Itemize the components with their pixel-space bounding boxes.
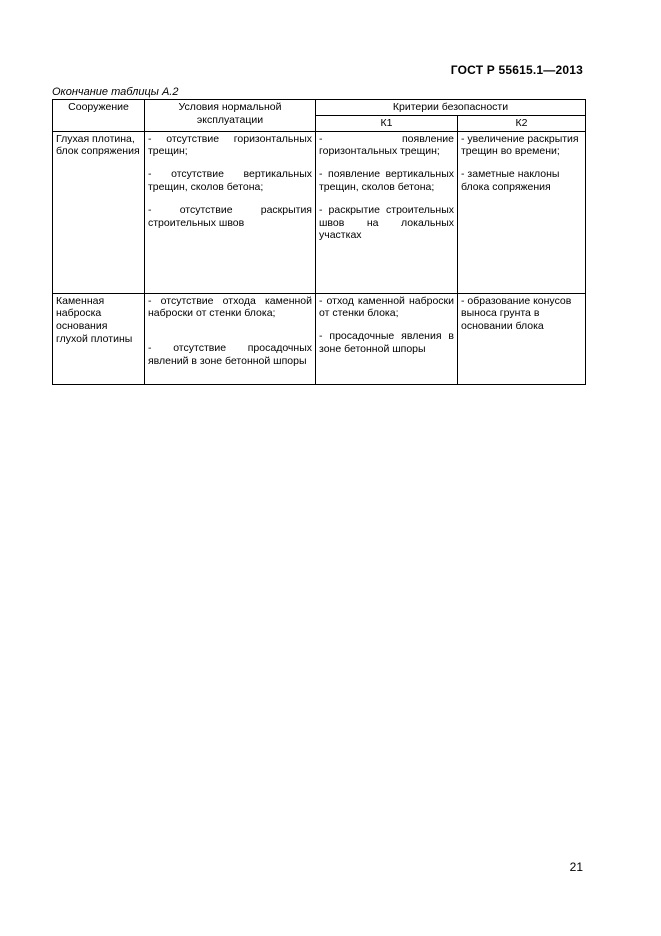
k1-item: - раскрытие строительных швов на локальных участках [319, 203, 454, 242]
k1-item: - просадочные явления в зоне бетонной шпоры [319, 330, 454, 355]
table-row [53, 131, 586, 293]
condition-item: - отсутствие горизонтальных трещин; [148, 132, 312, 158]
document-id: ГОСТ Р 55615.1—2013 [450, 63, 583, 77]
conditions-cell [145, 293, 316, 384]
k2-cell [458, 293, 586, 384]
k2-item: - заметные наклоны блока сопряжения [461, 168, 560, 193]
header-k1: К1 [316, 115, 458, 131]
header-criteria: Критерии безопасности [316, 100, 586, 116]
k2-item: - образование конусов выноса грунта в основании блока [461, 294, 572, 333]
conditions-cell [145, 131, 316, 293]
k1-item: - появление горизонтальных трещин; [319, 132, 454, 158]
table-caption: Окончание таблицы А.2 [52, 86, 179, 98]
condition-item: - отсутствие отхода каменной наброски от стенки блока; [148, 294, 312, 320]
condition-item: - отсутствие вертикальных трещин, сколов бетона; [148, 168, 312, 193]
k1-cell [316, 131, 458, 293]
header-conditions: Условия нормальной эксплуатации [145, 100, 316, 132]
structure-cell: Каменная наброска основания глухой плотины [53, 293, 145, 384]
table-row [53, 293, 586, 384]
k2-cell [458, 131, 586, 293]
condition-item: - отсутствие раскрытия строительных швов [148, 203, 312, 229]
safety-criteria-table [52, 99, 586, 385]
k1-item: - появление вертикальных трещин, сколов бетона; [319, 168, 454, 193]
header-structure: Сооружение [53, 100, 145, 132]
structure-cell: Глухая плотина, блок сопряжения [53, 131, 145, 293]
k2-item: - увеличение раскрытия трещин во времени; [461, 132, 579, 158]
header-k2: К2 [458, 115, 586, 131]
page-number: 21 [569, 860, 583, 874]
k1-cell [316, 293, 458, 384]
k1-item: - отход каменной наброски от стенки блока; [319, 294, 454, 320]
condition-item: - отсутствие просадочных явлений в зоне бетонной шпоры [148, 342, 312, 367]
